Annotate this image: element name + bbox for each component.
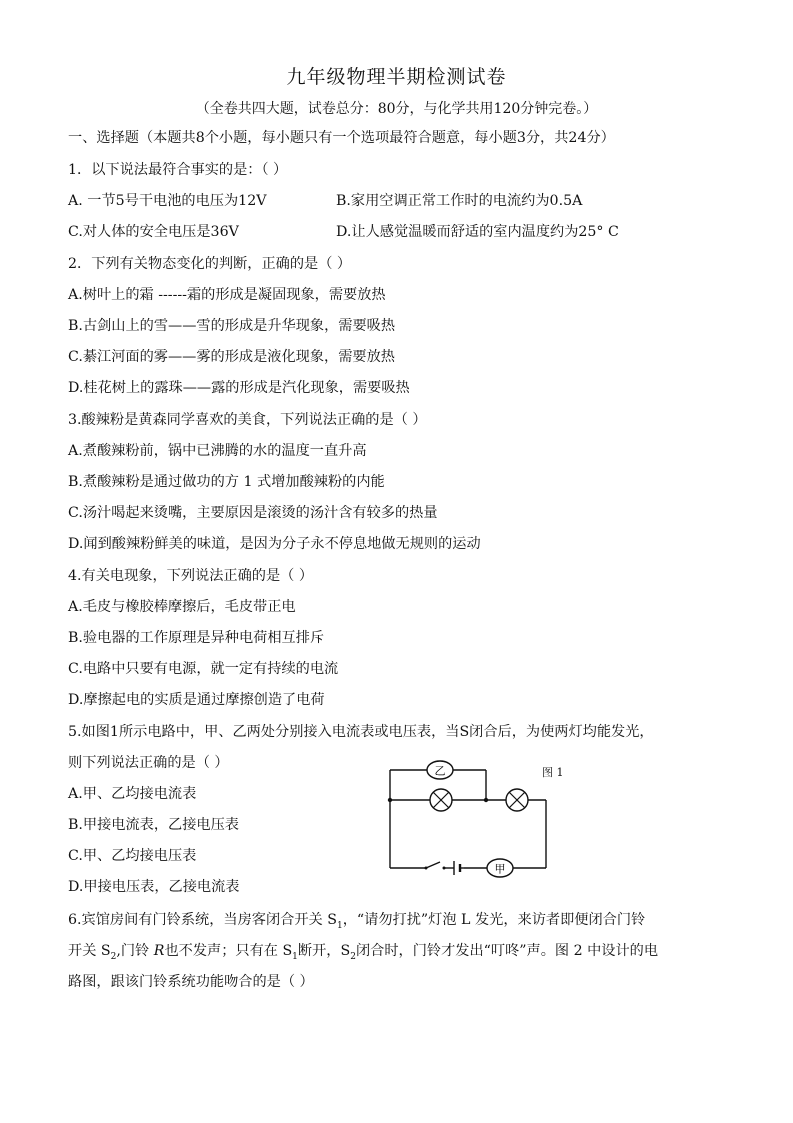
question-5-option-c: C.甲、乙均接电压表 bbox=[68, 848, 197, 864]
junction-right bbox=[484, 798, 488, 802]
q6-subscript: 2 bbox=[110, 951, 117, 962]
section-heading: 一、选择题（本题共8个小题，每小题只有一个选项最符合题意，每小题3分，共24分） bbox=[68, 130, 615, 146]
question-4-option-a: A.毛皮与橡胶棒摩擦后，毛皮带正电 bbox=[68, 599, 296, 615]
lamp-1-icon bbox=[430, 789, 452, 811]
question-6-line1 bbox=[68, 910, 645, 936]
question-4-option-c: C.电路中只要有电源，就一定有持续的电流 bbox=[68, 661, 339, 677]
question-6-line2 bbox=[68, 941, 658, 967]
meter-yi-label: 乙 bbox=[434, 764, 446, 778]
question-5-stem-line1: 5.如图1所示电路中，甲、乙两处分别接入电流表或电压表，当S闭合后，为使两灯均能发光， bbox=[68, 724, 654, 740]
q6-text: 也不发声；只有在 S bbox=[164, 943, 293, 959]
question-3-option-d: D.闻到酸辣粉鲜美的味道，是因为分子永不停息地做无规则的运动 bbox=[68, 536, 481, 552]
q6-text: 闭合时，门铃才发出“叮咚”声。图 2 中设计的电 bbox=[355, 943, 659, 959]
question-5-stem-line2: 则下列说法正确的是（ ） bbox=[68, 755, 229, 771]
question-4-stem: 4.有关电现象，下列说法正确的是（ ） bbox=[68, 568, 314, 584]
question-2-option-a: A.树叶上的霜 ------霜的形成是凝固现象，需要放热 bbox=[68, 287, 386, 303]
question-5-option-a: A.甲、乙均接电流表 bbox=[68, 786, 197, 802]
question-3-option-b: B.煮酸辣粉是通过做功的方 1 式增加酸辣粉的内能 bbox=[68, 474, 385, 490]
q6-text: 断开，S bbox=[297, 943, 351, 959]
question-1-option-b: B.家用空调正常工作时的电流约为0.5A bbox=[336, 193, 583, 209]
question-6-line3: 路图，跟该门铃系统功能吻合的是（ ） bbox=[68, 974, 314, 990]
question-3-stem: 3.酸辣粉是黄森同学喜欢的美食，下列说法正确的是（ ） bbox=[68, 412, 427, 428]
question-5-option-b: B.甲接电流表，乙接电压表 bbox=[68, 817, 239, 833]
question-3-option-c: C.汤汁喝起来烫嘴，主要原因是滚烫的汤汁含有较多的热量 bbox=[68, 505, 438, 521]
question-2-option-b: B.古剑山上的雪——雪的形成是升华现象，需要吸热 bbox=[68, 318, 396, 334]
question-4-option-b: B.验电器的工作原理是异种电荷相互排斥 bbox=[68, 630, 325, 646]
question-3-option-a: A.煮酸辣粉前，锅中已沸腾的水的温度一直升高 bbox=[68, 443, 367, 459]
question-2-stem: 2．下列有关物态变化的判断，正确的是（ ） bbox=[68, 256, 352, 272]
lamp-2-icon bbox=[506, 789, 528, 811]
question-4-option-d: D.摩擦起电的实质是通过摩擦创造了电荷 bbox=[68, 692, 325, 708]
q6-text: 6.宾馆房间有门铃系统，当房客闭合开关 S bbox=[68, 912, 337, 928]
question-1-stem: 1．以下说法最符合事实的是：（ ） bbox=[68, 162, 288, 178]
q6-text: 开关 S bbox=[68, 943, 111, 959]
q6-text: ，“请勿打扰”灯泡 L 发光，来访者即便闭合门铃 bbox=[342, 912, 646, 928]
q6-subscript: 1 bbox=[292, 951, 298, 962]
question-1-option-d: D.让人感觉温暖而舒适的室内温度约为25° C bbox=[336, 224, 619, 240]
figure-1-label: 图 1 bbox=[542, 766, 564, 779]
question-2-option-c: C.綦江河面的雾——雾的形成是液化现象，需要放热 bbox=[68, 349, 395, 365]
q6-symbol-r: R bbox=[153, 943, 165, 959]
question-1-option-c: C.对人体的安全电压是36V bbox=[68, 224, 239, 240]
q6-text: ,门铃 bbox=[116, 943, 154, 959]
junction-left bbox=[388, 798, 392, 802]
question-2-option-d: D.桂花树上的露珠——露的形成是汽化现象，需要吸热 bbox=[68, 380, 410, 396]
meter-jia-label: 甲 bbox=[494, 862, 506, 876]
question-5-option-d: D.甲接电压表，乙接电流表 bbox=[68, 879, 240, 895]
question-1-option-a: A. 一节5号干电池的电压为12V bbox=[68, 193, 267, 209]
page-subtitle: （全卷共四大题，试卷总分：80分，与化学共用120分钟完卷。） bbox=[195, 101, 598, 117]
page-title: 九年级物理半期检测试卷 bbox=[286, 66, 507, 88]
q6-subscript: 1 bbox=[336, 920, 343, 931]
q6-subscript: 2 bbox=[350, 951, 356, 962]
